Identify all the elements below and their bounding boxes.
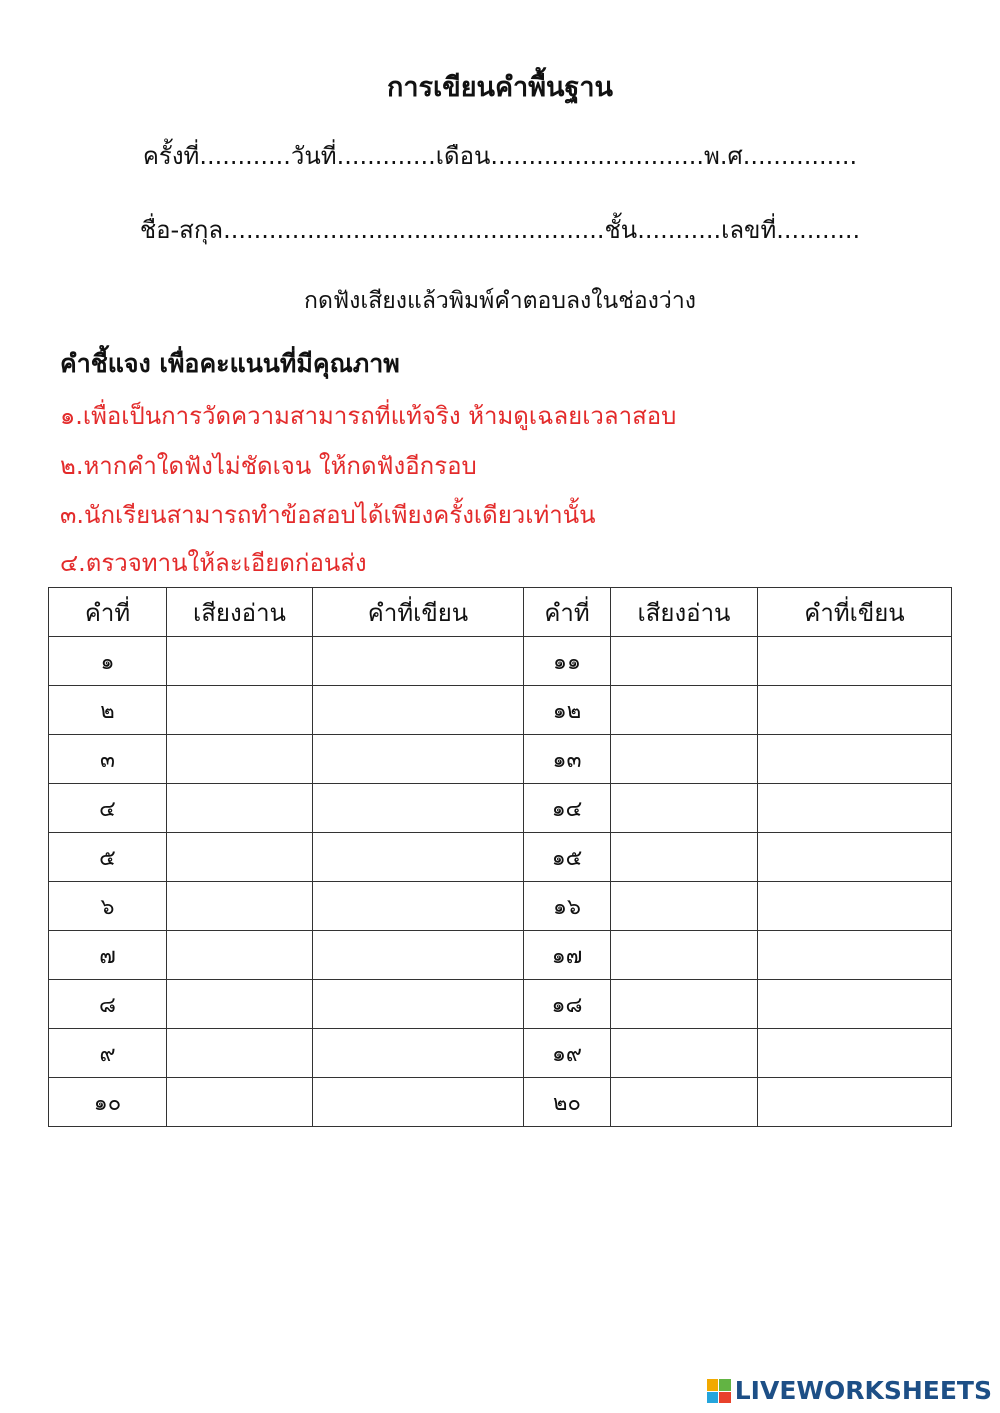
pronunciation-answer-cell[interactable] bbox=[611, 686, 758, 735]
table-row bbox=[49, 980, 952, 1029]
written-word-answer-cell[interactable] bbox=[758, 980, 952, 1029]
written-word-answer-cell[interactable] bbox=[758, 1078, 952, 1127]
header-written-word: คำที่เขียน bbox=[758, 588, 952, 637]
pronunciation-answer-cell[interactable] bbox=[611, 735, 758, 784]
table-row bbox=[49, 735, 952, 784]
note-item: ๔.ตรวจทานให้ละเอียดก่อนส่ง bbox=[60, 549, 367, 577]
word-number-cell: ๑๒ bbox=[524, 686, 611, 735]
written-word-answer-cell[interactable] bbox=[313, 882, 524, 931]
pronunciation-answer-cell[interactable] bbox=[611, 784, 758, 833]
note-item: ๒.หากคำใดฟังไม่ชัดเจน ให้กดฟังอีกรอบ bbox=[60, 452, 477, 480]
header-word-number: คำที่ bbox=[49, 588, 167, 637]
pronunciation-answer-cell[interactable] bbox=[611, 931, 758, 980]
student-info-line: ชื่อ-สกุล..................................................ชั้น...........เลขที่........... bbox=[139, 216, 861, 244]
session-date-line: ครั้งที่............วันที่.............เดือน............................พ.ศ............... bbox=[142, 142, 858, 170]
written-word-answer-cell[interactable] bbox=[313, 1078, 524, 1127]
word-number-cell: ๒ bbox=[49, 686, 167, 735]
table-row bbox=[49, 882, 952, 931]
word-number-cell: ๘ bbox=[49, 980, 167, 1029]
written-word-answer-cell[interactable] bbox=[758, 784, 952, 833]
note-item: ๑.เพื่อเป็นการวัดความสามารถที่แท้จริง ห้ามดูเฉลยเวลาสอบ bbox=[60, 402, 677, 430]
written-word-answer-cell[interactable] bbox=[758, 882, 952, 931]
written-word-answer-cell[interactable] bbox=[313, 637, 524, 686]
pronunciation-answer-cell[interactable] bbox=[611, 1078, 758, 1127]
pronunciation-answer-cell[interactable] bbox=[167, 931, 313, 980]
written-word-answer-cell[interactable] bbox=[758, 1029, 952, 1078]
word-number-cell: ๓ bbox=[49, 735, 167, 784]
word-number-cell: ๑๔ bbox=[524, 784, 611, 833]
answer-table bbox=[48, 587, 952, 1127]
pronunciation-answer-cell[interactable] bbox=[167, 1029, 313, 1078]
table-row bbox=[49, 931, 952, 980]
table-row bbox=[49, 637, 952, 686]
word-number-cell: ๑ bbox=[49, 637, 167, 686]
written-word-answer-cell[interactable] bbox=[758, 637, 952, 686]
written-word-answer-cell[interactable] bbox=[313, 931, 524, 980]
liveworksheets-branding bbox=[707, 1376, 992, 1406]
pronunciation-answer-cell[interactable] bbox=[167, 882, 313, 931]
pronunciation-answer-cell[interactable] bbox=[167, 735, 313, 784]
word-number-cell: ๑๑ bbox=[524, 637, 611, 686]
table-row bbox=[49, 833, 952, 882]
written-word-answer-cell[interactable] bbox=[313, 833, 524, 882]
pronunciation-answer-cell[interactable] bbox=[167, 784, 313, 833]
written-word-answer-cell[interactable] bbox=[313, 1029, 524, 1078]
pronunciation-answer-cell[interactable] bbox=[611, 882, 758, 931]
word-number-cell: ๕ bbox=[49, 833, 167, 882]
word-number-cell: ๑๐ bbox=[49, 1078, 167, 1127]
word-number-cell: ๑๖ bbox=[524, 882, 611, 931]
written-word-answer-cell[interactable] bbox=[313, 686, 524, 735]
worksheet-title: การเขียนคำพื้นฐาน bbox=[387, 72, 613, 103]
notes-heading: คำชี้แจง เพื่อคะแนนที่มีคุณภาพ bbox=[60, 349, 400, 378]
word-number-cell: ๑๓ bbox=[524, 735, 611, 784]
word-number-cell: ๑๘ bbox=[524, 980, 611, 1029]
pronunciation-answer-cell[interactable] bbox=[611, 833, 758, 882]
table-row bbox=[49, 686, 952, 735]
pronunciation-answer-cell[interactable] bbox=[167, 980, 313, 1029]
table-row bbox=[49, 784, 952, 833]
brand-name: LIVEWORKSHEETS bbox=[734, 1376, 992, 1405]
table-header-row bbox=[49, 588, 952, 637]
pronunciation-answer-cell[interactable] bbox=[611, 637, 758, 686]
written-word-answer-cell[interactable] bbox=[313, 735, 524, 784]
written-word-answer-cell[interactable] bbox=[313, 980, 524, 1029]
liveworksheets-logo-icon bbox=[707, 1379, 731, 1403]
header-pronunciation: เสียงอ่าน bbox=[167, 588, 313, 637]
written-word-answer-cell[interactable] bbox=[758, 686, 952, 735]
written-word-answer-cell[interactable] bbox=[758, 931, 952, 980]
word-number-cell: ๑๗ bbox=[524, 931, 611, 980]
word-number-cell: ๔ bbox=[49, 784, 167, 833]
word-number-cell: ๗ bbox=[49, 931, 167, 980]
word-number-cell: ๑๕ bbox=[524, 833, 611, 882]
pronunciation-answer-cell[interactable] bbox=[611, 980, 758, 1029]
table-row bbox=[49, 1078, 952, 1127]
word-number-cell: ๖ bbox=[49, 882, 167, 931]
written-word-answer-cell[interactable] bbox=[758, 735, 952, 784]
table-body bbox=[49, 637, 952, 1127]
word-number-cell: ๑๙ bbox=[524, 1029, 611, 1078]
pronunciation-answer-cell[interactable] bbox=[167, 686, 313, 735]
written-word-answer-cell[interactable] bbox=[313, 784, 524, 833]
written-word-answer-cell[interactable] bbox=[758, 833, 952, 882]
table-row bbox=[49, 1029, 952, 1078]
header-pronunciation: เสียงอ่าน bbox=[611, 588, 758, 637]
listening-instruction: กดฟังเสียงแล้วพิมพ์คำตอบลงในช่องว่าง bbox=[304, 288, 696, 314]
pronunciation-answer-cell[interactable] bbox=[611, 1029, 758, 1078]
note-item: ๓.นักเรียนสามารถทำข้อสอบได้เพียงครั้งเดียวเท่านั้น bbox=[60, 501, 596, 529]
pronunciation-answer-cell[interactable] bbox=[167, 637, 313, 686]
pronunciation-answer-cell[interactable] bbox=[167, 1078, 313, 1127]
word-number-cell: ๙ bbox=[49, 1029, 167, 1078]
header-written-word: คำที่เขียน bbox=[313, 588, 524, 637]
pronunciation-answer-cell[interactable] bbox=[167, 833, 313, 882]
header-word-number: คำที่ bbox=[524, 588, 611, 637]
word-number-cell: ๒๐ bbox=[524, 1078, 611, 1127]
